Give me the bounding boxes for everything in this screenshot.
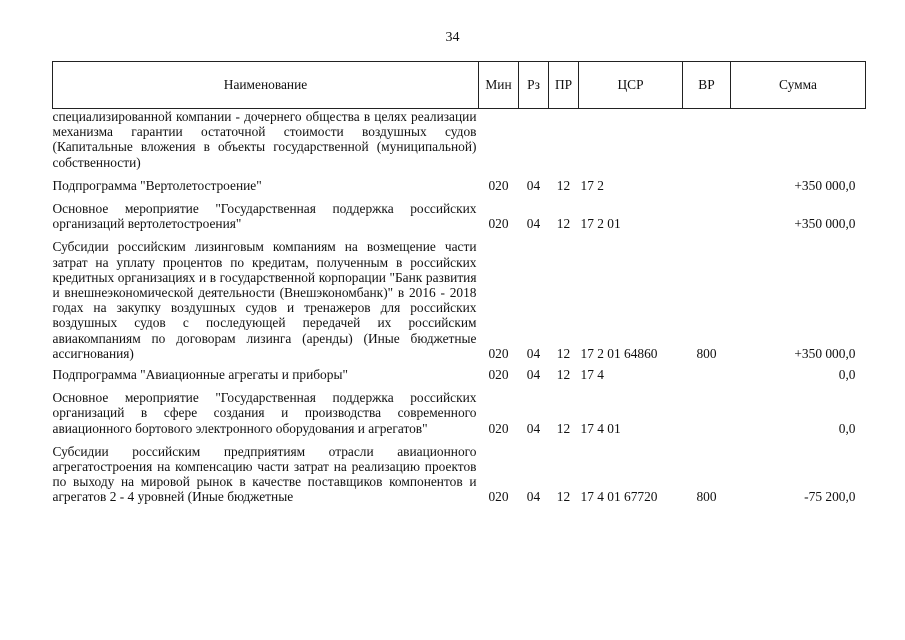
table-header-row bbox=[53, 62, 866, 109]
table-row bbox=[53, 170, 866, 193]
row-min: 020 bbox=[488, 177, 509, 193]
header-vr: ВР bbox=[683, 62, 731, 109]
row-rz: 04 bbox=[526, 177, 541, 193]
row-vr bbox=[683, 193, 731, 231]
row-csr: 17 4 01 bbox=[580, 420, 621, 436]
row-rz bbox=[519, 109, 549, 170]
row-min: 020 bbox=[488, 489, 509, 505]
row-pr: 12 bbox=[556, 177, 571, 193]
row-vr bbox=[683, 361, 731, 382]
header-name: Наименование bbox=[53, 62, 479, 109]
row-min bbox=[479, 109, 519, 170]
row-sum: 0,0 bbox=[838, 367, 856, 383]
row-min: 020 bbox=[488, 216, 509, 232]
row-name: Подпрограмма "Вертолетостроение" bbox=[52, 177, 262, 193]
table-row bbox=[53, 361, 866, 382]
row-name: Основное мероприятие "Государственная поддержка российских организаций в сфере создания и производства современного авиационного бортового электронного оборудования и агрегатов" bbox=[52, 390, 477, 436]
row-pr: 12 bbox=[556, 216, 571, 232]
page-number: 34 bbox=[445, 30, 460, 45]
table-row bbox=[53, 231, 866, 361]
row-vr bbox=[683, 170, 731, 193]
row-rz: 04 bbox=[526, 216, 541, 232]
row-rz: 04 bbox=[526, 489, 541, 505]
row-sum: +350 000,0 bbox=[794, 216, 856, 232]
row-csr: 17 4 bbox=[580, 367, 604, 383]
row-csr bbox=[579, 109, 683, 170]
row-pr: 12 bbox=[556, 367, 571, 383]
header-pr: ПР bbox=[549, 62, 579, 109]
table-row bbox=[53, 109, 866, 170]
row-rz: 04 bbox=[526, 345, 541, 361]
budget-table bbox=[52, 61, 866, 505]
row-vr bbox=[683, 109, 731, 170]
row-vr bbox=[683, 382, 731, 436]
row-pr: 12 bbox=[556, 345, 571, 361]
row-sum: +350 000,0 bbox=[794, 177, 856, 193]
row-sum: +350 000,0 bbox=[794, 345, 856, 361]
table-row bbox=[53, 193, 866, 231]
row-pr bbox=[549, 109, 579, 170]
row-csr: 17 4 01 67720 bbox=[580, 489, 658, 505]
row-min: 020 bbox=[488, 367, 509, 383]
row-name: Субсидии российским предприятиям отрасли авиационного агрегатостроения на компенсацию части затрат на реализацию проектов по выходу на мировой рынок в качестве поставщиков компонентов и агрегатов 2 - 4 уровней (Иные бюджетные bbox=[52, 443, 477, 505]
row-sum: 0,0 bbox=[838, 420, 856, 436]
row-name: специализированной компании - дочернего общества в целях реализации механизма гарантии остаточной стоимости воздушных судов (Капитальные вложения в объекты государственной (муниципальной) собственности) bbox=[52, 109, 477, 170]
table-row bbox=[53, 436, 866, 505]
row-pr: 12 bbox=[556, 420, 571, 436]
row-vr: 800 bbox=[696, 345, 717, 361]
row-min: 020 bbox=[488, 345, 509, 361]
table-row bbox=[53, 382, 866, 436]
row-min: 020 bbox=[488, 420, 509, 436]
header-min: Мин bbox=[479, 62, 519, 109]
header-sum: Сумма bbox=[731, 62, 866, 109]
row-name: Подпрограмма "Авиационные агрегаты и приборы" bbox=[52, 367, 348, 383]
header-rz: Рз bbox=[519, 62, 549, 109]
row-csr: 17 2 bbox=[580, 177, 604, 193]
budget-table-container bbox=[52, 61, 865, 505]
row-name: Основное мероприятие "Государственная поддержка российских организаций вертолетостроения" bbox=[52, 201, 477, 232]
row-sum bbox=[731, 109, 866, 170]
row-pr: 12 bbox=[556, 489, 571, 505]
row-sum: -75 200,0 bbox=[804, 489, 856, 505]
row-vr: 800 bbox=[696, 489, 717, 505]
header-csr: ЦСР bbox=[579, 62, 683, 109]
row-csr: 17 2 01 64860 bbox=[580, 345, 658, 361]
row-name: Субсидии российским лизинговым компаниям на возмещение части затрат на уплату процентов по кредитам, полученным в российских кредитных организациях и в государственной корпорации "Банк развития и внешнеэкономической деятельности (Внешэкономбанк)" в 2016 - 2018 годах на закупку воздушных судов и тренажеров для российских воздушных судов с последующей передачей их российским авиакомпаниям по договорам лизинга (аренды) (Иные бюджетные ассигнования) bbox=[52, 239, 477, 361]
row-csr: 17 2 01 bbox=[580, 216, 621, 232]
row-rz: 04 bbox=[526, 367, 541, 383]
row-rz: 04 bbox=[526, 420, 541, 436]
